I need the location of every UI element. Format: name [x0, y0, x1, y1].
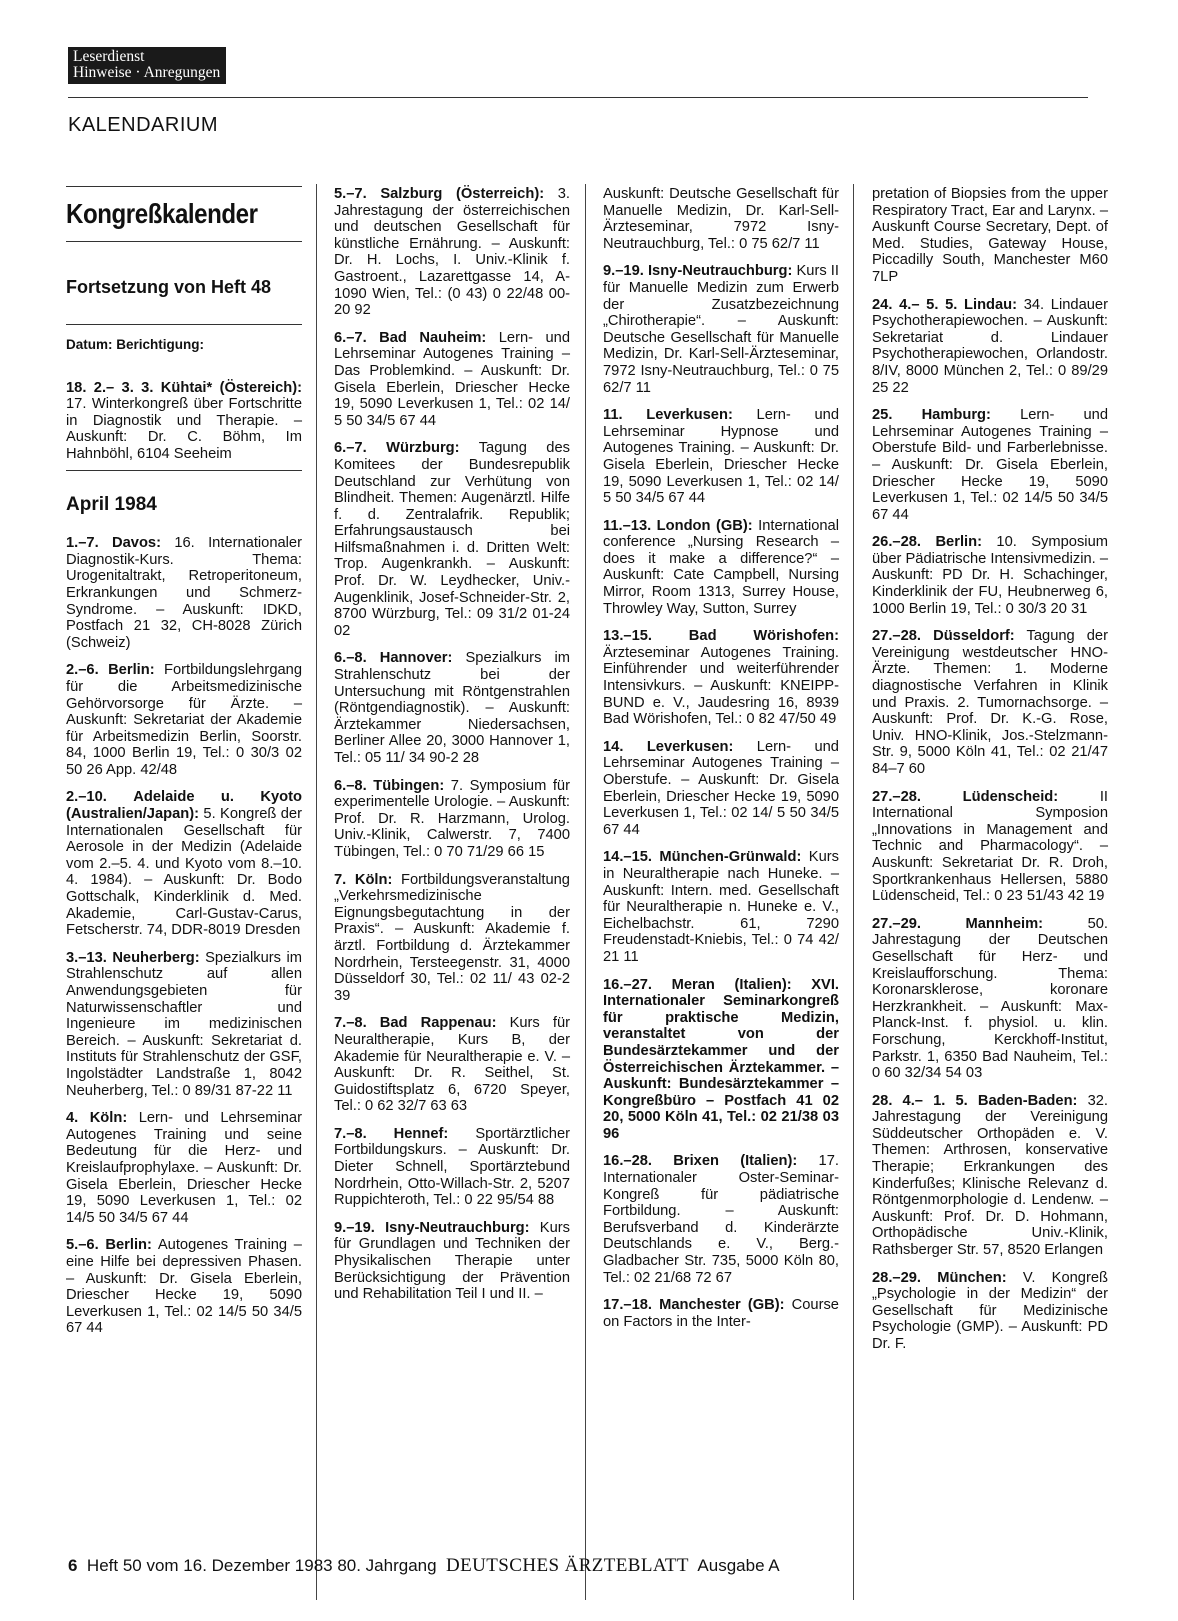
- continuation-subtitle: Fortsetzung von Heft 48: [66, 277, 272, 297]
- entry-place: Isny-Neutrauchburg:: [647, 263, 793, 280]
- entry-place: Bad Rappenau:: [379, 1015, 497, 1032]
- entry-place: Kühtai* (Östereich):: [160, 379, 302, 396]
- entry-place: Neuherberg:: [112, 949, 200, 966]
- calendar-entry: [872, 628, 1108, 777]
- entry-date: 6.–8.: [334, 777, 367, 794]
- entry-date: 27.–28.: [872, 628, 922, 645]
- entry-place: Isny-Neutrauchburg:: [385, 1219, 530, 1236]
- calendar-entry: [872, 789, 1108, 905]
- entry-text: Autogenes Training – eine Hilfe bei depressiven Phasen. – Auskunft: Dr. Gisela Eberlein, Driescher Hecke 19, 5090 Leverkusen 1, Tel.: 02 14/5 50 34/5 67 44: [66, 1237, 302, 1337]
- entry-place: Würzburg:: [386, 440, 460, 457]
- entry-text: 3. Jahrestagung der österreichischen und deutschen Gesellschaft für künstliche Ernährung. – Auskunft: Dr. H. Lochs, I. Univ.-Klinik f. Gastroent., Lazarettgasse 14, A-1090 Wien, Tel.: (0 43) 0 22/48 00-20 92: [334, 186, 570, 319]
- entry-text: 34. Lindauer Psychotherapiewochen. – Auskunft: Sekretariat d. Lindauer Psychotherapiewochen, Orlandostr. 8/IV, 8000 München 2, Tel.: 0 89/29 25 22: [872, 296, 1108, 396]
- entry-text: Course on Factors in the Inter-: [603, 1297, 839, 1330]
- entry-date: 27.–29.: [872, 915, 922, 932]
- entry-place: Berlin:: [935, 534, 982, 551]
- entry-date: 28.–29.: [872, 1269, 922, 1286]
- entry-date: 18. 2.– 3. 3.: [66, 379, 154, 396]
- entry-text: 50. Jahrestagung der Deutschen Gesellschaft für Herz- und Kreislaufforschung. Thema: Koronarsklerose, koronare Herzkrankheit. – Auskunft: Max-Planck-Inst. f. physiol. u. klin. Forschung, Kerckhoff-Institut, Parkstr. 1, 6350 Bad Nauheim, Tel.: 0 60 32/34 54 03: [872, 915, 1108, 1082]
- entry-date: 6.–7.: [334, 440, 367, 457]
- page-footer: [68, 1555, 780, 1577]
- entry-text: 16. Internationaler Diagnostik-Kurs. Thema: Urogenitaltrakt, Retroperitoneum, Erkrankungen und Schmerz-Syndrome. – Auskunft: IDKD, Postfach 21 32, CH-8028 Zürich (Schweiz): [66, 535, 302, 651]
- entry-place: Hennef:: [393, 1125, 449, 1142]
- entry-text: Lern- und Lehrseminar Autogenes Training – Oberstufe. – Auskunft: Dr. Gisela Eberlein, Driescher Hecke 19, 5090 Leverkusen 1, Tel.: 02 14/ 5 50 34/5 67 44: [603, 738, 839, 838]
- calendar-entry: [66, 535, 302, 651]
- calendar-entry: [66, 950, 302, 1099]
- entry-date: 7.–8.: [334, 1015, 367, 1032]
- header-rule: [68, 97, 1088, 98]
- column-divider: [316, 184, 317, 1600]
- entry-text: Lern- und Lehrseminar Autogenes Training und seine Bedeutung für die Herz- und Kreislaufprophylaxe. – Auskunft: Dr. Gisela Eberlein, Driescher Hecke 19, 5090 Leverkusen 1, Tel.: 02 14/5 50 34/5 67 44: [66, 1110, 302, 1226]
- entry-place: Tübingen:: [373, 777, 445, 794]
- calendar-entry: [603, 518, 839, 618]
- entry-date: 24. 4.– 5. 5.: [872, 296, 958, 313]
- calendar-entry: [334, 872, 570, 1005]
- calendar-entry: [334, 1126, 570, 1209]
- calendar-entry: [334, 330, 570, 430]
- entry-text: Kurs für Grundlagen und Techniken der Physikalischen Therapie unter Berücksichtigung der Prävention und Rehabilitation Teil I und II. –: [334, 1219, 570, 1303]
- calendar-entry: [603, 628, 839, 728]
- calendar-entry: [872, 186, 1108, 286]
- column-divider: [585, 184, 586, 1600]
- calendar-entry: [872, 1093, 1108, 1259]
- entry-place: München-Grünwald:: [659, 849, 802, 866]
- entry-date: 9.–19.: [334, 1219, 375, 1236]
- correction-label: Datum: Berichtigung:: [66, 337, 204, 352]
- calendar-entry: [603, 977, 839, 1143]
- entry-date: 2.–6.: [66, 662, 99, 679]
- entry-place: Bad Nauheim:: [379, 329, 487, 346]
- month-heading: April 1984: [66, 493, 157, 515]
- entry-text: Sportärztlicher Fortbildungskurs. – Auskunft: Dr. Dieter Schnell, Sportärztebund Nordrhein, Otto-Willach-Str. 2, 5207 Ruppichteroth, Tel.: 0 22 95/54 88: [334, 1125, 570, 1209]
- entry-date: 6.–7.: [334, 329, 367, 346]
- entry-date: 11.: [603, 407, 623, 424]
- entry-text: Lern- und Lehrseminar Autogenes Training – Das Problemkind. – Auskunft: Dr. Gisela Eberlein, Driescher Hecke 19, 5090 Leverkusen 1, Tel.: 02 14/ 5 50 34/5 67 44: [334, 329, 571, 429]
- entry-place: Lindau:: [964, 296, 1018, 313]
- entry-place: Hannover:: [379, 650, 453, 667]
- entry-text: Tagung der Vereinigung westdeutscher HNO-Ärzte. Themen: 1. Moderne diagnostische Verfahren in Klinik und Praxis. 2. Tumornachsorge. – Auskunft: Prof. Dr. K.-G. Rose, Univ. HNO-Klinik, Jos.-Stelzmann-Str. 9, 5000 Köln 41, Tel.: 02 21/47 84–7 60: [872, 628, 1108, 777]
- entry-date: 11.–13.: [603, 517, 652, 534]
- column-divider: [853, 184, 854, 1600]
- entry-text: 17. Winterkongreß über Fortschritte in Diagnostik und Therapie. – Auskunft: Dr. C. Böhm, Im Hahnböhl, 6104 Seeheim: [66, 396, 302, 462]
- entry-text: Auskunft: Deutsche Gesellschaft für Manuelle Medizin, Dr. Karl-Sell-Ärzteseminar, 7972 Isny-Neutrauchburg, Tel.: 0 75 62/7 11: [603, 186, 839, 252]
- entry-text: 10. Symposium über Pädiatrische Intensivmedizin. – Auskunft: PD Dr. H. Schachinger, Kinderklinik der FU, Heubnerweg 6, 1000 Berlin 19, Tel.: 0 30/3 20 31: [872, 534, 1108, 617]
- calendar-entry: [872, 1270, 1108, 1353]
- entry-text: 7. Symposium für experimentelle Urologie. – Auskunft: Prof. Dr. R. Harzmann, Urolog. Univ.-Klinik, Calwerstr. 7, 7400 Tübingen, Tel.: 0 70 71/29 66 15: [334, 777, 570, 860]
- entry-date: 5.–6.: [66, 1237, 99, 1254]
- calendar-entry: [603, 407, 839, 507]
- entry-date: 7.–8.: [334, 1125, 367, 1142]
- label-line-1: Leserdienst: [73, 48, 145, 65]
- entry-place: Baden-Baden:: [977, 1092, 1078, 1109]
- entry-date: 14.: [603, 738, 624, 755]
- column-2: [334, 186, 570, 1314]
- calendar-entry: [334, 778, 570, 861]
- entry-place: Köln:: [89, 1110, 128, 1127]
- entry-date: 9.–19.: [603, 263, 644, 280]
- entry-date: 1.–7.: [66, 535, 99, 552]
- entry-place: München:: [937, 1269, 1007, 1286]
- entry-text: Tagung des Komitees der Bundesrepublik Deutschland zur Verhütung von Blindheit. Themen: Augenärztl. Hilfe f. d. Zentralafrik. Republik; Erfahrungsaustausch bei Hilfsmaßnahmen i. d. Dritten Welt: Trop. Augenkrankh. – Auskunft: Prof. Dr. W. Leydhecker, Univ.-Augenklinik, Josef-Schneider-Str. 2, 8700 Würzburg, Tel.: 09 31/2 01-24 02: [334, 440, 570, 639]
- calendar-entry: [603, 849, 839, 965]
- entry-place: Mannheim:: [965, 915, 1044, 932]
- entry-place: Lüdenscheid:: [962, 788, 1059, 805]
- entry-date: 3.–13.: [66, 949, 107, 966]
- title-rule-bottom: [66, 241, 302, 242]
- calendar-entry: [66, 789, 302, 938]
- entry-text: 17. Internationaler Oster-Seminar-Kongreß für pädiatrische Fortbildung. – Auskunft: Berufsverband d. Kinderärzte Deutschlands e. V., Berg.-Gladbacher Str. 735, 5000 Köln 80, Tel.: 02 21/68 72 67: [603, 1153, 839, 1286]
- column-4: [872, 186, 1108, 1364]
- entry-place: Köln:: [354, 871, 393, 888]
- entry-date: 16.–27.: [603, 976, 653, 993]
- entry-date: 27.–28.: [872, 788, 922, 805]
- page-title: Kongreßkalender: [66, 198, 258, 229]
- entry-place: Brixen (Italien):: [673, 1153, 798, 1170]
- entry-place: Leverkusen:: [646, 407, 733, 424]
- entry-date: 4.: [66, 1110, 79, 1127]
- entry-text: Kurs für Neuraltherapie, Kurs B, der Akademie für Neuraltherapie e. V. – Auskunft: Dr. R. Seithel, St. Guidostiftsplatz 6, 6720 Speyer, Tel.: 0 62 32/7 63 63: [334, 1015, 570, 1115]
- column-3: [603, 186, 839, 1341]
- title-rule-top: [66, 186, 302, 187]
- entry-place: Berlin:: [108, 662, 155, 679]
- entry-text: Fortbildungsveranstaltung „Verkehrsmedizinische Eignungsbegutachtung in der Praxis“. – Auskunft: Akademie f. ärztl. Fortbildung d. Ärztekammer Nordrhein, Tersteegenstr. 31, 4000 Düsseldorf 30, Tel.: 02 11/ 43 02-2 39: [334, 871, 570, 1004]
- entry-place: Salzburg (Österreich):: [380, 186, 545, 202]
- calendar-entry: [603, 186, 839, 252]
- entry-text: Spezialkurs im Strahlenschutz bei der Untersuchung mit Röntgenstrahlen (Röntgendiagnostik). – Auskunft: Ärztekammer Niedersachsen, Berliner Allee 20, 3000 Hannover 1, Tel.: 05 11/ 34 90-2 28: [334, 650, 570, 766]
- entry-date: 17.–18.: [603, 1297, 653, 1314]
- calendar-entry: [66, 1110, 302, 1226]
- calendar-entry: [334, 440, 570, 639]
- entry-text: Kurs in Neuraltherapie nach Huneke. – Auskunft: Intern. med. Gesellschaft für Neuraltherapie n. Huneke e. V., Eichelbachstr. 61, 7290 Freudenstadt-Kniebis, Tel.: 0 74 42/ 21 11: [603, 849, 839, 965]
- entry-place: Meran (Italien): XVI. Internationaler Seminarkongreß für praktische Medizin, veranstaltet von der Bundesärztekammer und der Österreichischen Ärztekammer. – Auskunft: Bundesärztekammer – Kongreßbüro – Postfach 41 02 20, 5000 Köln 41, Tel.: 02 21/38 03 96: [603, 976, 839, 1142]
- entry-place: London (GB):: [656, 517, 753, 534]
- entry-date: 26.–28.: [872, 534, 922, 551]
- entry-place: Bad Wörishofen:: [688, 628, 839, 645]
- entry-text: II International Symposion „Innovations in Management and Technic and Pharmacology“. – Auskunft: Sekretariat Dr. R. Droh, Sportkrankenhaus Hellersen, 5880 Lüdenscheid, Tel.: 0 23 51/43 42 19: [872, 788, 1108, 905]
- calendar-entry: [872, 297, 1108, 397]
- correction-rule: [66, 470, 302, 471]
- entry-text: Ärzteseminar Autogenes Training. Einführender und weiterführender Intensivkurs. – Auskunft: KNEIPP-BUND e. V., Jaudesring 16, 8939 Bad Wörishofen, Tel.: 0 82 47/50 49: [603, 644, 839, 728]
- subtitle-rule: [66, 324, 302, 325]
- page-number: 6: [68, 1556, 78, 1575]
- calendar-entry: [603, 1297, 839, 1330]
- calendar-entry: [603, 263, 839, 396]
- label-line-2: Hinweise · Anregungen: [73, 64, 221, 81]
- entry-place: Adelaide u. Kyoto (Australien/Japan):: [66, 789, 302, 823]
- entry-date: 14.–15.: [603, 849, 653, 866]
- entry-date: 7.: [334, 871, 347, 888]
- entry-date: 16.–28.: [603, 1153, 653, 1170]
- entry-place: Düsseldorf:: [933, 628, 1015, 645]
- entry-place: Berlin:: [105, 1237, 152, 1254]
- entry-date: 5.–7.: [334, 186, 367, 202]
- column-1: [66, 186, 302, 1348]
- issue-info: Heft 50 vom 16. Dezember 1983 80. Jahrgang: [86, 1556, 437, 1575]
- calendar-entry: [66, 1237, 302, 1337]
- calendar-entry: [66, 662, 302, 778]
- entry-text: International conference „Nursing Research – does it make a difference?“ – Auskunft: Cate Campbell, Nursing Mirror, Room 1313, Surrey House, Throwley Way, Sutton, Surrey: [603, 517, 839, 617]
- entry-text: Lern- und Lehrseminar Hypnose und Autogenes Training. – Auskunft: Dr. Gisela Eberlein, Driescher Hecke 19, 5090 Leverkusen 1, Tel.: 02 14/ 5 50 34/5 67 44: [603, 407, 839, 507]
- calendar-entry: [872, 534, 1108, 617]
- calendar-entry: [872, 407, 1108, 523]
- entry-text: V. Kongreß „Psychologie in der Medizin“ der Gesellschaft für Medizinische Psychologie (GMP). – Auskunft: PD Dr. F.: [872, 1269, 1108, 1352]
- correction-entries: [66, 380, 302, 463]
- entry-text: Kurs II für Manuelle Medizin zum Erwerb der Zusatzbezeichnung „Chirotherapie“. – Auskunft: Deutsche Gesellschaft für Manuelle Medizin, Dr. Karl-Sell-Ärzteseminar, 7972 Isny-Neutrauchburg, Tel.: 0 75 62/7 11: [603, 263, 839, 396]
- entry-date: 6.–8.: [334, 650, 367, 667]
- entry-date: 28. 4.– 1. 5.: [872, 1092, 968, 1109]
- calendar-entry: [334, 650, 570, 766]
- calendar-entry: [334, 186, 570, 319]
- calendar-entry: [603, 1153, 839, 1286]
- calendar-entry: [872, 916, 1108, 1082]
- entry-date: 25.: [872, 407, 893, 424]
- calendar-entry: [334, 1220, 570, 1303]
- section-title: KALENDARIUM: [68, 114, 218, 136]
- entry-text: 5. Kongreß der Internationalen Gesellschaft für Aerosole in der Medizin (Adelaide vom 2.–5. 4. und Kyoto vom 8.–10. 4. 1984). – Auskunft: Dr. Bodo Gottschalk, Kinderklinik d. Med. Akademie, Carl-Gustav-Carus, Fetscherstr. 74, DDR-8019 Dresden: [66, 806, 302, 939]
- entry-text: Spezialkurs im Strahlenschutz auf allen Anwendungsgebieten für Naturwissenschaftler und Ingenieure im medizinischen Bereich. – Auskunft: Sekretariat d. Instituts für Strahlenschutz der GSF, Ingolstädter Landstraße 1, 8042 Neuherberg, Tel.: 0 89/31 87-22 11: [66, 949, 302, 1099]
- leserdienst-label: [68, 47, 226, 84]
- calendar-entry: [66, 380, 302, 463]
- april-entries: [66, 535, 302, 1337]
- calendar-entry: [603, 739, 839, 839]
- entry-place: Davos:: [112, 535, 161, 552]
- calendar-entry: [334, 1015, 570, 1115]
- entry-place: Hamburg:: [921, 407, 991, 424]
- entry-place: Leverkusen:: [646, 738, 734, 755]
- entry-place: Manchester (GB):: [659, 1297, 785, 1314]
- entry-text: pretation of Biopsies from the upper Respiratory Tract, Ear and Larynx. – Auskunft Course Secretary, Dept. of Med. Studies, Gateway House, Piccadilly South, Manchester M60 7LP: [872, 186, 1108, 285]
- entry-text: 32. Jahrestagung der Vereinigung Süddeutscher Orthopäden e. V. Themen: Arthrosen, konservative Therapie; Erkrankungen des Kinderfußes; Klinische Relevanz d. Röntgenmorphologie d. Lendenw. – Auskunft: Prof. Dr. D. Hohmann, Orthopädische Univ.-Klinik, Rathsberger Str. 57, 8520 Erlangen: [872, 1092, 1108, 1259]
- entry-date: 2.–10.: [66, 789, 107, 806]
- entry-date: 13.–15.: [603, 628, 653, 645]
- entry-text: Fortbildungslehrgang für die Arbeitsmedizinische Gehörvorsorge für Ärzte. – Auskunft: Sekretariat der Akademie für Arbeitsmedizin Berlin, Soorstr. 84, 1000 Berlin 19, Tel.: 0 30/3 02 50 26 App. 42/48: [66, 662, 302, 778]
- publication-name: DEUTSCHES ÄRZTEBLATT: [446, 1555, 689, 1576]
- entry-text: Lern- und Lehrseminar Autogenes Training – Oberstufe Bild- und Farberlebnisse. – Auskunft: Dr. Gisela Eberlein, Driescher Hecke 19, 5090 Leverkusen 1, Tel.: 02 14/5 50 34/5 67 44: [872, 407, 1108, 523]
- edition: Ausgabe A: [697, 1556, 780, 1575]
